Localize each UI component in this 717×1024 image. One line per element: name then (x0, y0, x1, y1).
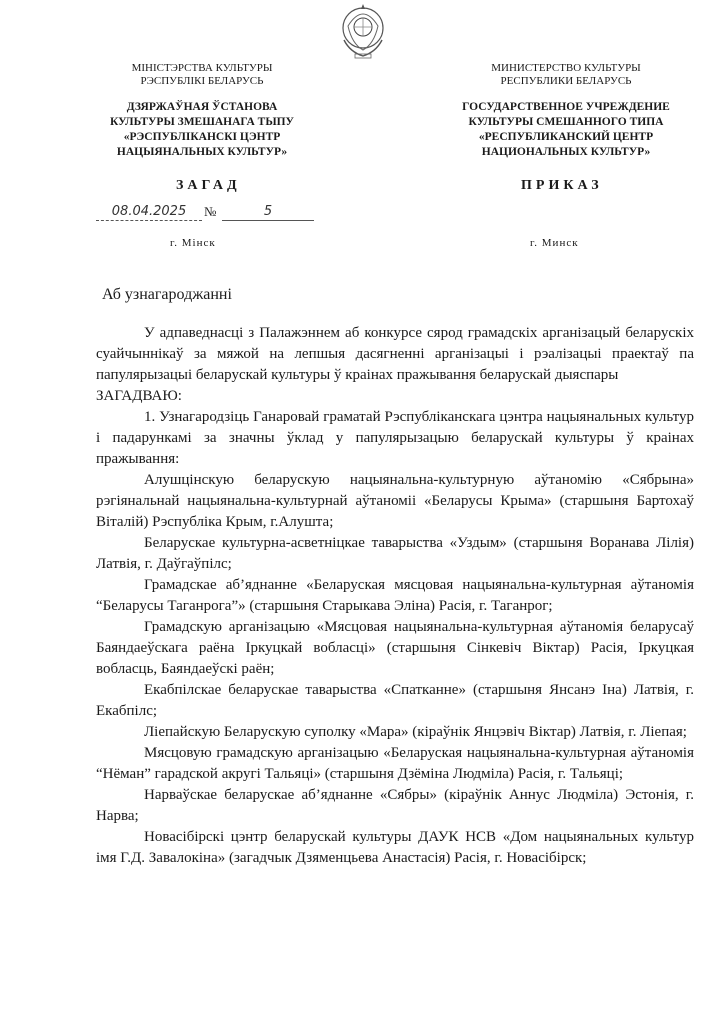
recipient-item: Мясцовую грамадскую арганізацыю «Беларуская нацыянальна-культурная аўтаномія “Нёман” гарадской акругі Тальяці» (старшыня Дзёміна Людміла) Расія, г. Тальяці; (96, 745, 694, 782)
recipient-item: Екабпілскае беларускае таварыства «Спатканне» (старшыня Янсанэ Іна) Латвія, г. Екабпілс; (96, 682, 694, 719)
order-body (96, 323, 694, 869)
recipient-item: Алушцінскую беларускую нацыянальна-культурную аўтаномію «Сябрына» рэгіянальнай нацыянальна-культурнай аўтаноміі «Беларусы Крыма» (старшыня Бартохаў Віталій) Рэспубліка Крым, г.Алушта; (96, 472, 694, 530)
ministry-name-be: МІНІСТЭРСТВА КУЛЬТУРЫ РЭСПУБЛІКІ БЕЛАРУСЬ (131, 62, 273, 87)
city-ru: г. Минск (530, 237, 579, 249)
order-subject: Аб узнагароджанні (102, 286, 232, 303)
recipient-item: Грамадскае аб’яднанне «Беларуская мясцовая нацыянальна-культурная аўтаномія “Беларусы Таганрога”» (старшыня Старыкава Эліна) Расія, г. Таганрог; (96, 577, 694, 614)
city-be: г. Мінск (170, 237, 216, 249)
ministry-name-ru: МИНИСТЕРСТВО КУЛЬТУРЫ РЕСПУБЛИКИ БЕЛАРУСЬ (491, 62, 641, 87)
institution-name-be: ДЗЯРЖАЎНАЯ ЎСТАНОВА КУЛЬТУРЫ ЗМЕШАНАГА ТЫПУ «РЭСПУБЛІКАНСКІ ЦЭНТР НАЦЫЯНАЛЬНЫХ КУЛЬТУР» (109, 101, 294, 158)
doc-type-be: ЗАГАД (176, 178, 241, 193)
institution-name-ru: ГОСУДАРСТВЕННОЕ УЧРЕЖДЕНИЕ КУЛЬТУРЫ СМЕШАННОГО ТИПА «РЕСПУБЛИКАНСКИЙ ЦЕНТР НАЦИОНАЛЬНЫХ КУЛЬТУР» (462, 101, 670, 158)
doc-type-ru: ПРИКАЗ (521, 178, 603, 193)
right-header (446, 62, 686, 160)
order-number: 5 (222, 204, 314, 221)
recipient-item: Новасібірскі цэнтр беларускай культуры ДАУК НСВ «Дом нацыянальных культур імя Г.Д. Завалокіна» (загадчык Дзяменцьева Анастасія) Расія, г. Новасібірск; (96, 829, 694, 866)
number-label: № (204, 204, 217, 219)
preamble: У адпаведнасці з Палажэннем аб конкурсе сярод грамадскіх арганізацый беларускіх суайчыннікаў за мяжой на лепшыя дасягненні арганізацыі і рэалізацыі праектаў па папулярызацыі беларускай культуры ў краінах пражывання беларускай дыяспары (96, 325, 694, 383)
item-1: 1. Узнагародзіць Ганаровай граматай Рэспубліканскага цэнтра нацыянальных культур і падарункамі за значны ўклад у папулярызацыю беларускай культуры ў краінах пражывання: (96, 409, 694, 467)
order-date: 08.04.2025 (96, 204, 202, 221)
left-header (82, 62, 322, 160)
order-word: ЗАГАДВАЮ: (96, 388, 182, 404)
recipient-item: Ліепайскую Беларускую суполку «Мара» (кіраўнік Янцэвіч Віктар) Латвія, г. Ліепая; (144, 724, 687, 740)
recipient-item: Беларускае культурна-асветніцкае таварыства «Уздым» (старшыня Воранава Лілія) Латвія, г. Даўгаўпілс; (96, 535, 694, 572)
state-emblem-icon (340, 0, 386, 62)
recipient-item: Нарваўскае беларускае аб’яднанне «Сябры» (кіраўнік Аннус Людміла) Эстонія, г. Нарва; (96, 787, 694, 824)
recipient-item: Грамадскую арганізацыю «Мясцовая нацыянальна-культурная аўтаномія беларусаў Баяндаеўскага раёна Іркуцкай вобласці» (старшыня Сінкевіч Віктар) Расія, Іркуцкая вобласць, Баяндаеўскі раён; (96, 619, 694, 677)
